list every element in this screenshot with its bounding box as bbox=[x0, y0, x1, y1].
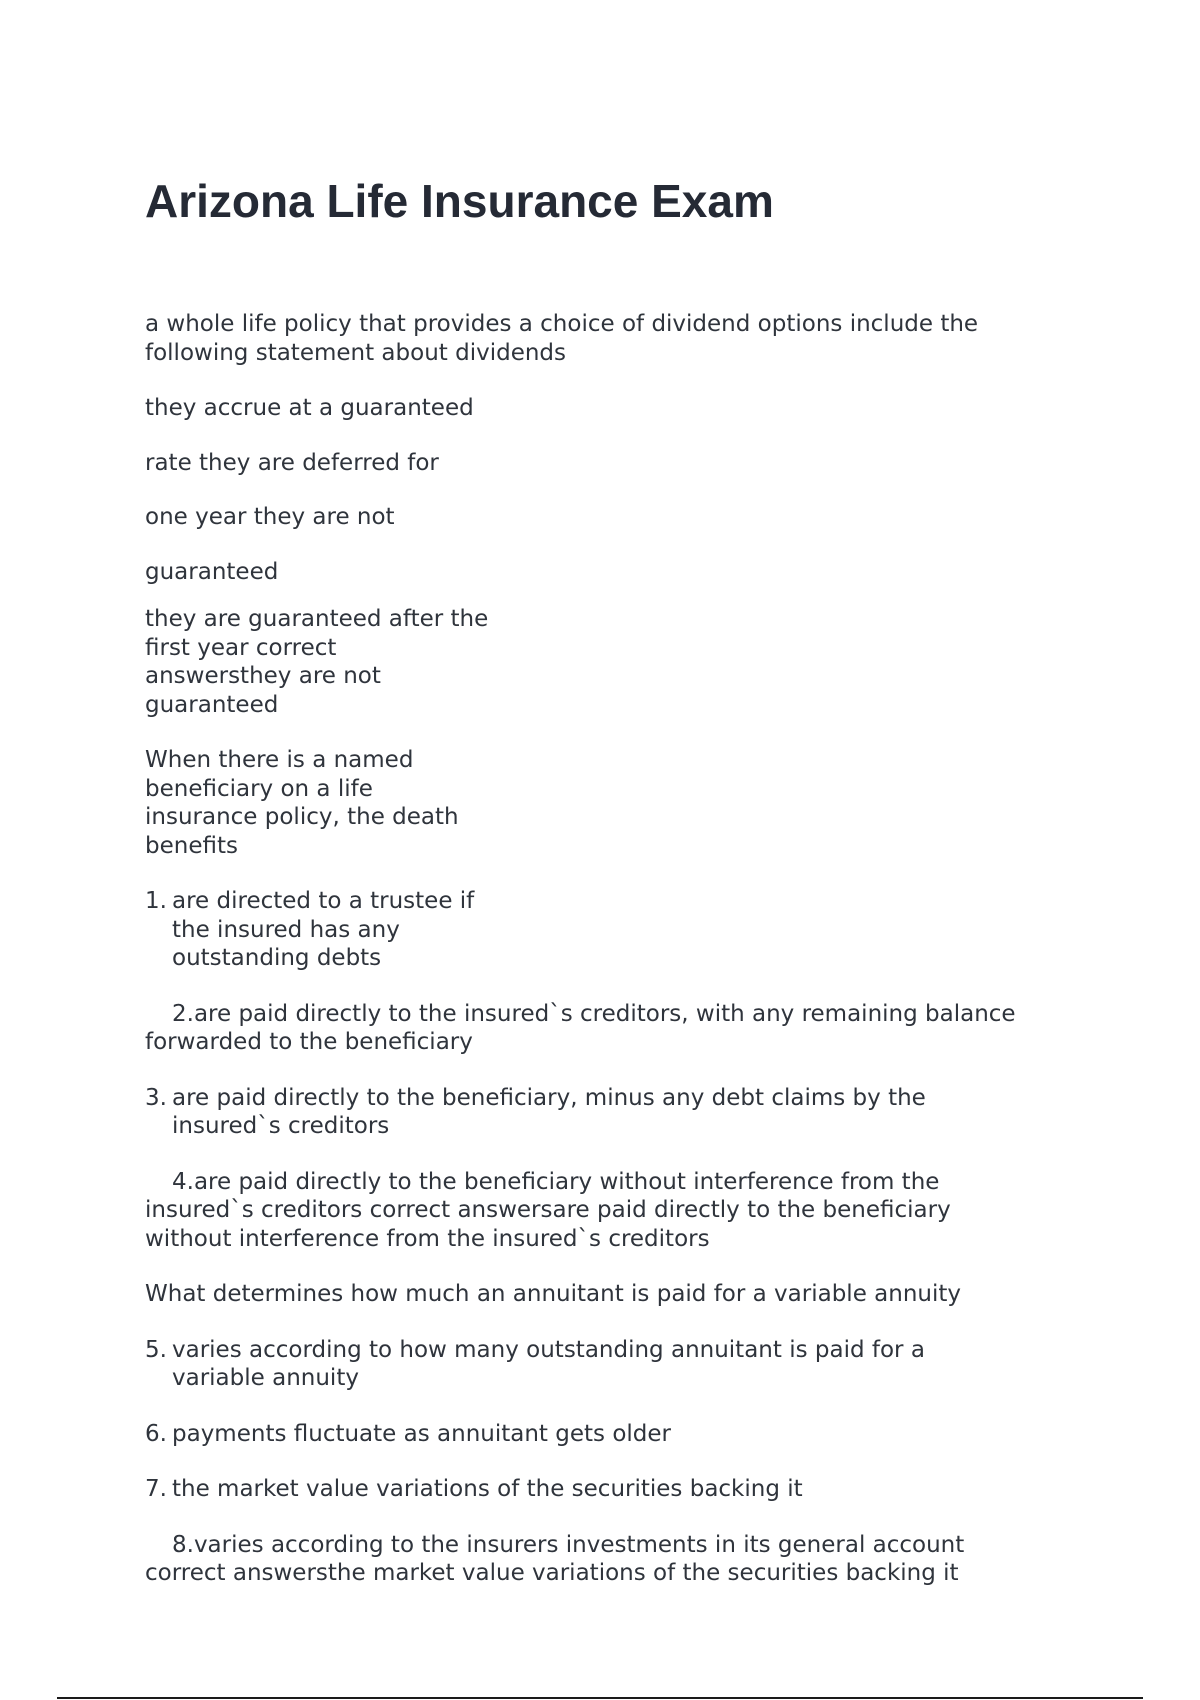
list-text: are paid directly to the beneficiary, minus any debt claims by the insured`s creditors bbox=[172, 1084, 926, 1139]
document-title: Arizona Life Insurance Exam bbox=[145, 175, 774, 227]
question-3-text: What determines how much an annuitant is paid for a variable annuity bbox=[145, 1281, 961, 1307]
list-number: 3. bbox=[145, 1084, 167, 1111]
list-item-1 bbox=[145, 887, 490, 973]
list-paragraph-8: 8.varies according to the insurers investments in its general account correct answersthe market value variations of the securities backing it bbox=[145, 1531, 965, 1586]
question-2-text: When there is a named beneficiary on a life insurance policy, the death benefits bbox=[145, 747, 459, 859]
list-item-7 bbox=[145, 1475, 1065, 1504]
answer-line-3: one year they are not bbox=[145, 504, 395, 530]
list-text: are directed to a trustee if the insured has any outstanding debts bbox=[172, 888, 475, 971]
answer-line-4: guaranteed bbox=[145, 558, 279, 585]
question-1-text: a whole life policy that provides a choice of dividend options include the following statement about dividends bbox=[145, 311, 979, 366]
list-paragraph-4: 4.are paid directly to the beneficiary without interference from the insured`s creditors correct answersare paid directly to the beneficiary without interference from the insured`s creditors bbox=[145, 1168, 951, 1252]
list-item-5 bbox=[145, 1336, 975, 1393]
answer-line-2: rate they are deferred for bbox=[145, 449, 439, 476]
list-item-6 bbox=[145, 1420, 1065, 1449]
answer-line-1: they accrue at a guaranteed bbox=[145, 395, 474, 421]
footer-divider bbox=[57, 1697, 1143, 1699]
list-item-3 bbox=[145, 1084, 975, 1141]
list-text: varies according to how many outstanding annuitant is paid for a variable annuity bbox=[172, 1336, 925, 1391]
list-number: 5. bbox=[145, 1336, 167, 1363]
answer-block: they are guaranteed after the first year correct answersthey are not guaranteed bbox=[145, 606, 489, 718]
list-number: 6. bbox=[145, 1420, 167, 1447]
list-number: 7. bbox=[145, 1476, 167, 1502]
list-paragraph-2: 2.are paid directly to the insured`s creditors, with any remaining balance forwarded to the beneficiary bbox=[145, 1000, 1016, 1055]
list-number: 1. bbox=[145, 888, 167, 914]
list-text: payments fluctuate as annuitant gets older bbox=[172, 1420, 671, 1447]
document-body bbox=[145, 310, 1065, 1600]
list-text: the market value variations of the securities backing it bbox=[172, 1476, 803, 1502]
